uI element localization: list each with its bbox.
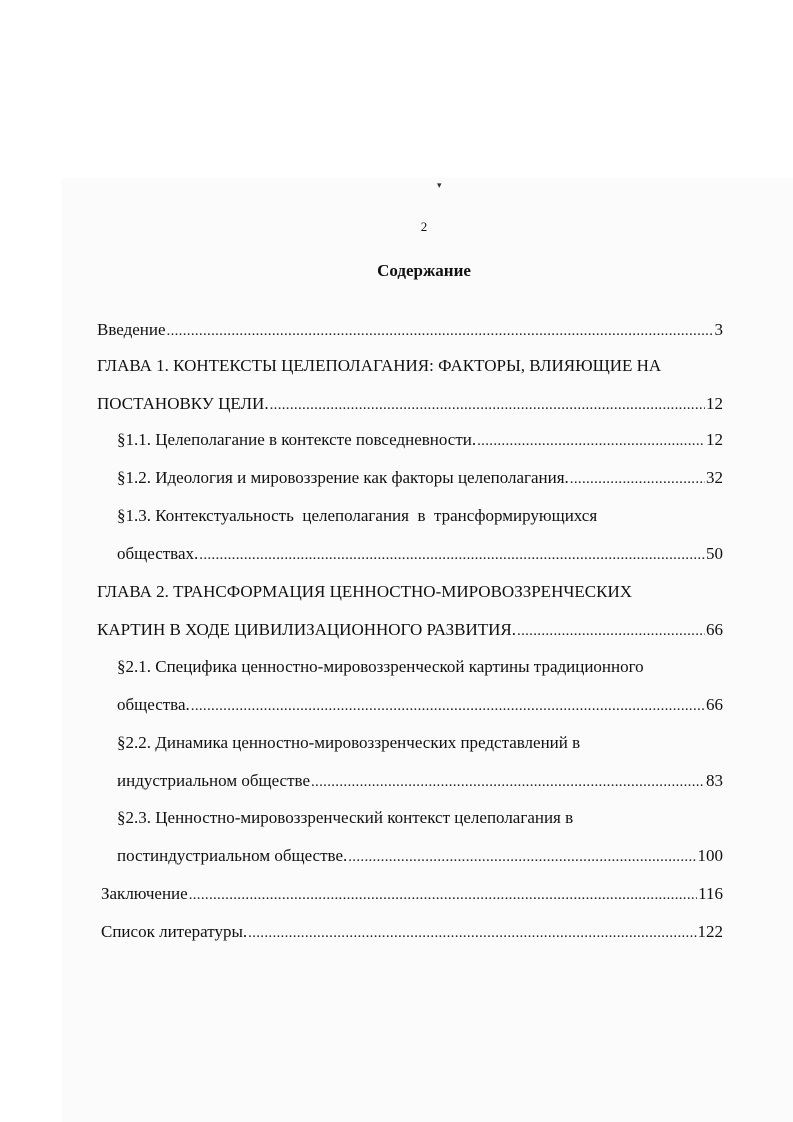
toc-entry-title: ГЛАВА 2. ТРАНСФОРМАЦИЯ ЦЕННОСТНО-МИРОВОЗЗРЕНЧЕСКИХ (97, 582, 633, 601)
toc-entry-title: ПОСТАНОВКУ ЦЕЛИ. (97, 394, 269, 413)
toc-chapter-2-line1[interactable] (97, 580, 737, 604)
toc-section-1-2[interactable] (117, 466, 723, 490)
toc-chapter-1-line1[interactable] (97, 354, 737, 378)
toc-entry-page: 12 (706, 394, 723, 413)
toc-entry-title: индустриальном обществе (117, 771, 310, 790)
page-number: 2 (420, 219, 428, 234)
toc-section-2-2-line1[interactable] (117, 731, 737, 755)
dot-leader (189, 883, 697, 907)
toc-entry-title: КАРТИН В ХОДЕ ЦИВИЛИЗАЦИОННОГО РАЗВИТИЯ. (97, 620, 517, 639)
toc-section-1-3-line2[interactable] (117, 542, 723, 566)
toc-entry-title: Заключение (101, 884, 188, 903)
toc-entry-title: Список литературы. (101, 922, 248, 941)
toc-entry-page: 3 (714, 320, 723, 339)
toc-entry-page: 122 (697, 922, 723, 941)
toc-chapter-2-line2[interactable] (97, 618, 723, 642)
dot-leader (199, 543, 705, 567)
toc-section-2-1-line2[interactable] (117, 693, 723, 717)
dot-leader (248, 921, 696, 945)
toc-entry-title: ГЛАВА 1. КОНТЕКСТЫ ЦЕЛЕПОЛАГАНИЯ: ФАКТОРЫ, ВЛИЯЮЩИЕ НА (97, 356, 662, 375)
toc-entry-title: §2.1. Специфика ценностно-мировоззренческой картины традиционного (117, 657, 644, 676)
toc-section-2-2-line2[interactable] (117, 769, 723, 793)
scan-mark-icon: ▾ (437, 180, 442, 190)
dot-leader (191, 694, 705, 718)
toc-section-2-1-line1[interactable] (117, 655, 737, 679)
dot-leader (348, 845, 696, 869)
toc-section-1-3-line1[interactable] (117, 504, 737, 528)
toc-entry-page: 12 (706, 430, 723, 449)
dot-leader (311, 770, 705, 794)
dot-leader (167, 319, 714, 343)
toc-section-2-3-line2[interactable] (117, 844, 723, 868)
toc-entry-bibliography[interactable] (101, 920, 723, 944)
toc-entry-title: общества. (117, 695, 190, 714)
toc-entry-title: §1.2. Идеология и мировоззрение как факторы целеполагания. (117, 468, 569, 487)
toc-entry-title: постиндустриальном обществе. (117, 846, 348, 865)
toc-entry-page: 66 (706, 695, 723, 714)
toc-entry-page: 66 (706, 620, 723, 639)
dot-leader (477, 429, 705, 453)
dot-leader (270, 393, 705, 417)
toc-entry-title: Введение (97, 320, 166, 339)
toc-entry-title: §2.3. Ценностно-мировоззренческий контекст целеполагания в (117, 808, 574, 827)
toc-entry-conclusion[interactable] (101, 882, 723, 906)
dot-leader (517, 619, 705, 643)
toc-entry-title: §1.3. Контекстуальность целеполагания в трансформирующихся (117, 506, 598, 525)
toc-entry-page: 100 (697, 846, 723, 865)
toc-section-2-3-line1[interactable] (117, 806, 737, 830)
toc-entry-title: обществах. (117, 544, 199, 563)
toc-entry-page: 83 (706, 771, 723, 790)
toc-section-1-1[interactable] (117, 428, 723, 452)
dot-leader (570, 467, 705, 491)
toc-entry-title: §2.2. Динамика ценностно-мировоззренческих представлений в (117, 733, 581, 752)
toc-title: Содержание (377, 261, 471, 280)
toc-entry-title: §1.1. Целеполагание в контексте повседневности. (117, 430, 477, 449)
toc-entry-page: 32 (706, 468, 723, 487)
toc-entry-page: 50 (706, 544, 723, 563)
toc-entry-introduction[interactable] (97, 318, 723, 342)
toc-chapter-1-line2[interactable] (97, 392, 723, 416)
toc-entry-page: 116 (698, 884, 723, 903)
